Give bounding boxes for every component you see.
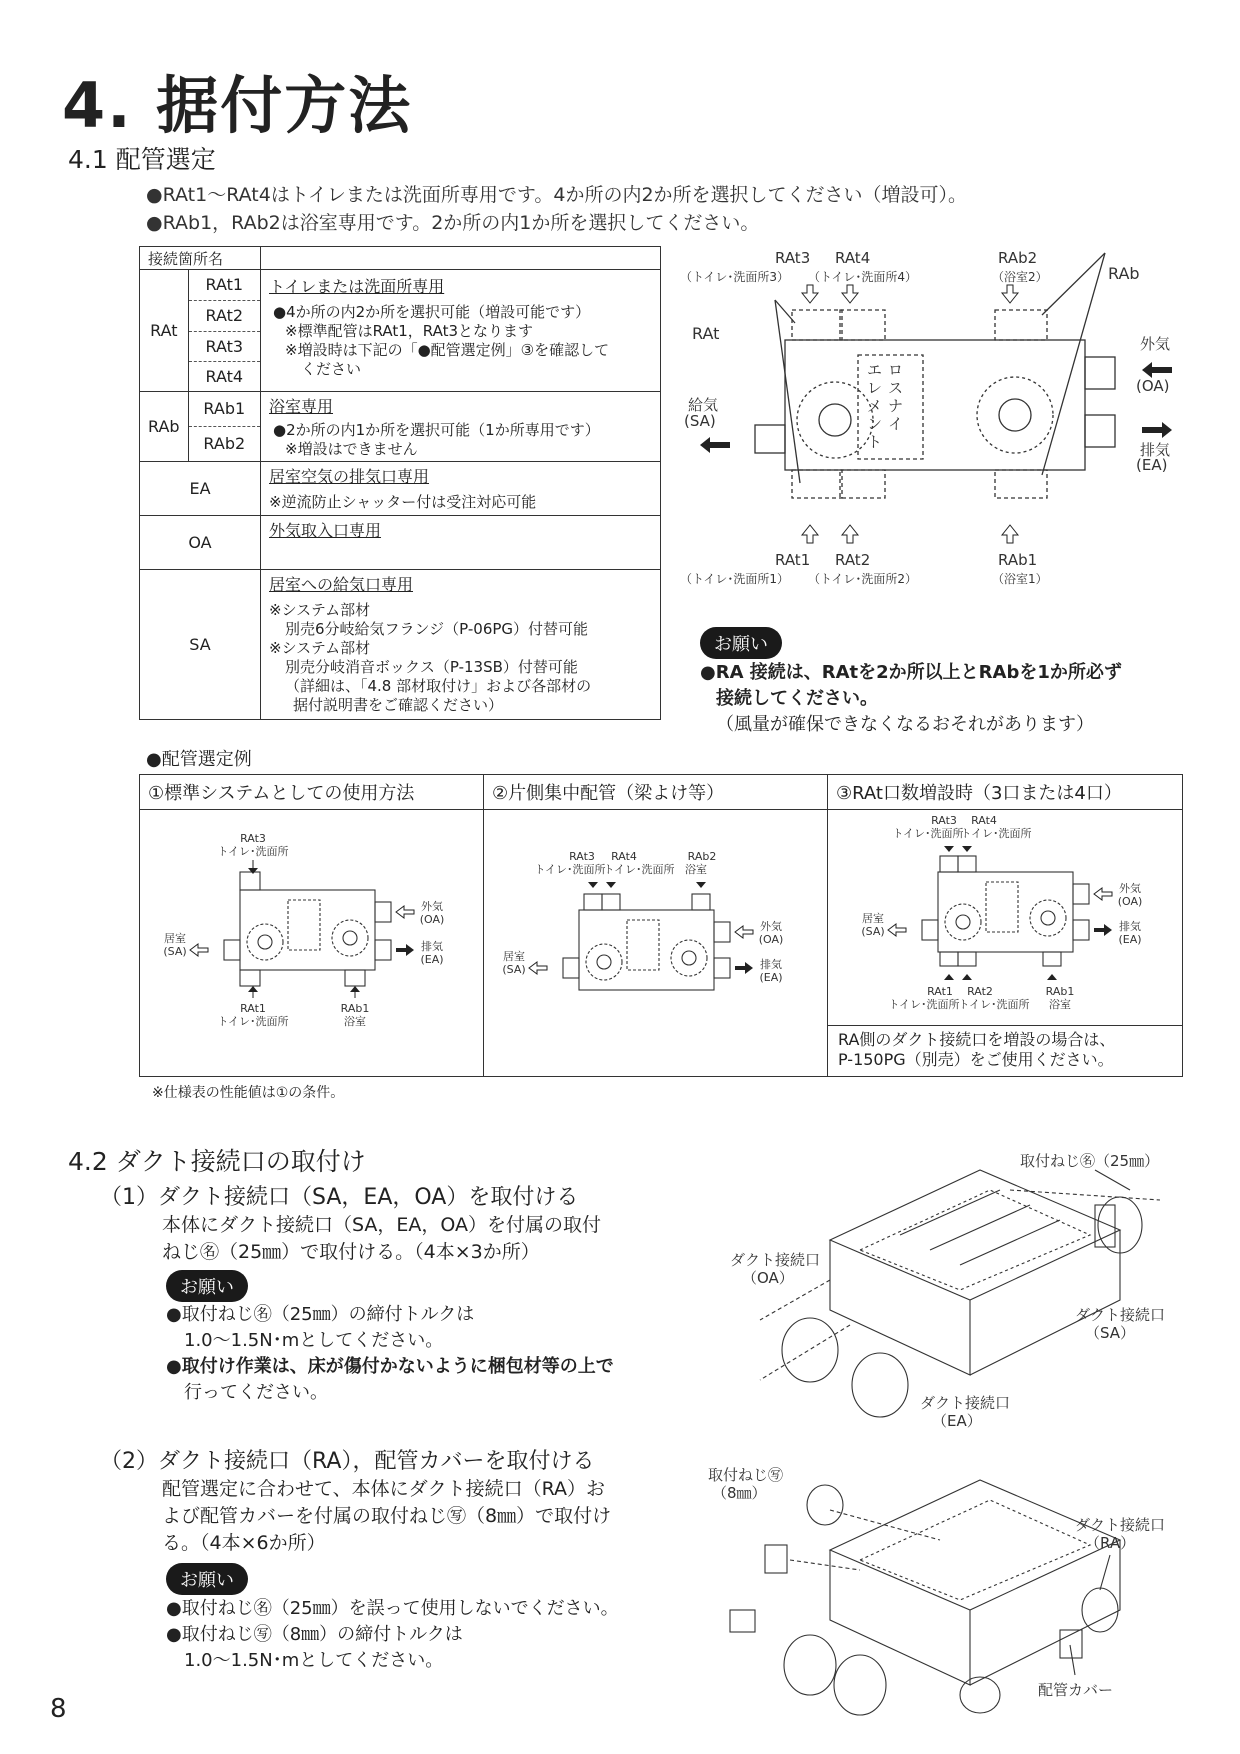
- step-2-title: （2）ダクト接続口（RA），配管カバーを取付ける: [100, 1449, 595, 1474]
- sa-title: 居室への給気口専用: [269, 575, 414, 594]
- request-badge: お願い: [700, 627, 782, 659]
- request3-line-3: 1.0～1.5N･mとしてください。: [184, 1650, 444, 1671]
- rab-desc-1: ●2か所の内1か所を選択可能（1か所専用です）: [273, 421, 600, 439]
- ex3-ea-sub: (EA): [1118, 933, 1142, 946]
- request-badge: お願い: [166, 1270, 248, 1302]
- request2-line-3: ●取付け作業は、床が傷付かないように梱包材等の上で: [166, 1356, 614, 1377]
- label-rat3: RAt3: [775, 249, 811, 267]
- rat-desc-2: ※標準配管はRAt1，RAt3となります: [285, 322, 534, 340]
- section-4-1-title: 4.1 配管選定: [68, 145, 216, 174]
- page-title: 4. 据付方法: [62, 69, 413, 142]
- example-1-diagram: [140, 810, 483, 1072]
- label-ea-sub: (EA): [1136, 456, 1168, 474]
- fig-b-ra-label: ダクト接続口: [1075, 1516, 1166, 1534]
- step-1-body-2: ねじ㊔（25㎜）で取付ける。（4本×3か所）: [162, 1241, 540, 1263]
- oa-title: 外気取入口専用: [269, 521, 382, 540]
- sa-desc-1: ※システム部材: [269, 601, 371, 619]
- fig-b-ra-sub: （RA）: [1085, 1534, 1136, 1552]
- ex1-rab1: RAb1: [340, 1002, 370, 1015]
- request1-line-1: ●RA 接続は、RAtを2か所以上とRAbを1か所必ず: [700, 662, 1122, 683]
- sa-label: SA: [140, 570, 261, 720]
- label-rab2-sub: （浴室2）: [992, 270, 1048, 284]
- rat2-port: [840, 470, 885, 498]
- page-number: 8: [50, 1694, 67, 1724]
- rat-desc-1: ●4か所の内2か所を選択可能（増設可能です）: [273, 303, 591, 321]
- ex3-rat3-sub: トイレ･洗面所: [892, 827, 964, 840]
- ex2-rat3: RAt3: [569, 850, 595, 863]
- fan-left: [797, 382, 873, 458]
- ex2-rat4-sub: トイレ･洗面所: [603, 863, 675, 876]
- ex3-rat2-sub: トイレ･洗面所: [958, 998, 1030, 1011]
- example-3-header: ③RAt口数増設時（3口または4口）: [828, 775, 1183, 810]
- element-char: ン: [867, 415, 883, 433]
- ex1-ea-sub: (EA): [420, 953, 444, 966]
- element-char: レ: [867, 379, 883, 397]
- rab2-cell: RAb2: [203, 434, 246, 453]
- ex2-sa: 居室: [503, 950, 525, 963]
- rab2-port: [995, 310, 1047, 340]
- fig-a-ea-label: ダクト接続口: [920, 1394, 1011, 1412]
- example-3-note-line-2: P-150PG（別売）をご使用ください。: [838, 1050, 1114, 1069]
- ex2-rab2: RAb2: [687, 850, 717, 863]
- ex1-sa-sub: (SA): [163, 945, 187, 958]
- ex3-rat3: RAt3: [931, 814, 957, 827]
- label-sa: 給気: [688, 396, 719, 414]
- fig-a-ea-sub: （EA）: [932, 1412, 982, 1430]
- fan-right: [977, 377, 1053, 453]
- step-1-title: （1）ダクト接続口（SA，EA，OA）を取付ける: [100, 1185, 579, 1210]
- duct-mount-figure-upper: [700, 1150, 1180, 1450]
- ea-connector: [852, 1353, 908, 1417]
- rat2-cell: RAt2: [189, 301, 260, 332]
- request3-line-2: ●取付ねじ㊢（8㎜）の締付トルクは: [166, 1624, 463, 1645]
- label-sa-sub: (SA): [684, 412, 716, 430]
- ea-duct: [1085, 415, 1115, 447]
- ex1-oa-sub: (OA): [419, 913, 445, 926]
- sa-desc-5: （詳細は、「4.8 部材取付け」および各部材の: [285, 677, 592, 695]
- element-char: ト: [867, 433, 883, 451]
- rat4-cell: RAt4: [205, 367, 244, 386]
- example-2-diagram: [484, 810, 827, 1072]
- ex2-ea-sub: (EA): [759, 971, 783, 984]
- ex1-rat1: RAt1: [240, 1002, 266, 1015]
- label-rat4: RAt4: [835, 249, 871, 267]
- sa-desc-2: 別売6分岐給気フランジ（P-06PG）付替可能: [285, 620, 589, 638]
- fig-a-sa-label: ダクト接続口: [1075, 1306, 1166, 1324]
- label-rab1: RAb1: [998, 551, 1038, 569]
- table-header: 接続箇所名: [140, 247, 261, 270]
- fig-a-screw-label: 取付ねじ㊔（25㎜）: [1020, 1152, 1160, 1170]
- fig-b-cover-label: 配管カバー: [1038, 1681, 1114, 1699]
- rat-title: トイレまたは洗面所専用: [269, 277, 445, 296]
- ex2-ea: 排気: [760, 958, 782, 971]
- ea-desc: ※逆流防止シャッター付は受注対応可能: [269, 493, 537, 511]
- sa-desc-4: 別売分岐消音ボックス（P-13SB）付替可能: [285, 658, 578, 676]
- fig-a-sa-sub: （SA）: [1085, 1324, 1136, 1342]
- examples-footnote: ※仕様表の性能値は①の条件。: [152, 1085, 345, 1101]
- rat3-cell: RAt3: [189, 332, 260, 362]
- sa-duct: [755, 425, 785, 453]
- ex2-oa: 外気: [760, 920, 782, 933]
- ex3-rab1-sub: 浴室: [1049, 998, 1071, 1011]
- label-rab: RAb: [1108, 264, 1140, 283]
- step-1-body-1: 本体にダクト接続口（SA，EA，OA）を付属の取付: [162, 1214, 602, 1236]
- pipe-cover: [730, 1610, 755, 1632]
- ex2-sa-sub: (SA): [502, 963, 526, 976]
- label-rat3-sub: （トイレ･洗面所3）: [680, 270, 790, 284]
- sa-arrow-icon: [700, 437, 730, 453]
- sa-desc-3: ※システム部材: [269, 639, 371, 657]
- rat3-port: [792, 310, 842, 340]
- sa-desc-6: 据付説明書をご確認ください）: [293, 696, 504, 714]
- example-2-header: ②片側集中配管（梁よけ等）: [484, 775, 828, 810]
- ex3-rat1: RAt1: [927, 985, 953, 998]
- examples-table: [139, 774, 1183, 1077]
- ex3-sa-sub: (SA): [861, 925, 885, 938]
- step-2-body-2: よび配管カバーを付属の取付ねじ㊢（8㎜）で取付け: [162, 1505, 612, 1527]
- label-rab1-sub: （浴室1）: [992, 572, 1048, 586]
- ra-connector: [1082, 1588, 1118, 1632]
- oa-duct: [1085, 357, 1115, 389]
- rab-title: 浴室専用: [269, 397, 334, 416]
- label-rat4-sub: （トイレ･洗面所4）: [808, 270, 918, 284]
- rab1-cell: RAb1: [189, 392, 260, 427]
- request3-line-1: ●取付ねじ㊔（25㎜）を誤って使用しないでください。: [166, 1598, 619, 1619]
- request2-line-4: 行ってください。: [184, 1382, 328, 1403]
- ex3-oa: 外気: [1119, 882, 1141, 895]
- label-rat1: RAt1: [775, 551, 811, 569]
- element-char: エ: [867, 361, 883, 379]
- oa-label: OA: [140, 516, 261, 570]
- bullet-1: ●RAt1～RAt4はトイレまたは洗面所専用です。4か所の内2か所を選択してください（増設可）。: [146, 184, 968, 206]
- rat1-cell: RAt1: [189, 270, 260, 301]
- example-3-diagram: [828, 810, 1182, 1025]
- ex1-ea: 排気: [421, 940, 443, 953]
- element-char: ロ: [888, 361, 904, 379]
- main-unit-diagram: [680, 245, 1200, 605]
- ex2-rab2-sub: 浴室: [685, 863, 707, 876]
- ex1-sa: 居室: [164, 932, 186, 945]
- ex1-rat1-sub: トイレ･洗面所: [217, 1015, 289, 1028]
- label-oa-sub: (OA): [1136, 377, 1170, 395]
- example-1-cell: [140, 810, 484, 1077]
- ex3-rat2: RAt2: [967, 985, 993, 998]
- step-2-body-1: 配管選定に合わせて、本体にダクト接続口（RA）お: [162, 1478, 606, 1500]
- ea-label: EA: [140, 462, 261, 516]
- example-3-note-line-1: RA側のダクト接続口を増設の場合は、: [838, 1030, 1116, 1049]
- ex3-sa: 居室: [862, 912, 884, 925]
- request2-line-1: ●取付ねじ㊔（25㎜）の締付トルクは: [166, 1304, 475, 1325]
- ex3-oa-sub: (OA): [1117, 895, 1143, 908]
- element-char: メ: [867, 397, 883, 415]
- element-char: ス: [888, 379, 904, 397]
- ex3-rab1: RAb1: [1045, 985, 1075, 998]
- unit-top: [830, 1170, 1120, 1300]
- rat1-port: [792, 470, 842, 498]
- ex2-oa-sub: (OA): [758, 933, 784, 946]
- duct-mount-figure-lower: [700, 1460, 1180, 1720]
- element-char: ナ: [888, 397, 904, 415]
- ex2-rat4: RAt4: [611, 850, 637, 863]
- rab1-port: [995, 470, 1047, 498]
- ex2-rat3-sub: トイレ･洗面所: [534, 863, 606, 876]
- rab-desc-2: ※増設はできません: [285, 440, 418, 458]
- ex3-rat4: RAt4: [971, 814, 997, 827]
- ea-arrow-icon: [1142, 422, 1172, 438]
- rat-label: RAt: [140, 270, 189, 392]
- request-badge: お願い: [166, 1563, 248, 1595]
- example-3-cell: [828, 810, 1183, 1077]
- oa-arrow-icon: [1142, 362, 1172, 378]
- label-ea: 排気: [1140, 441, 1171, 459]
- step-2-body-3: る。（4本×6か所）: [162, 1532, 326, 1554]
- rab-label: RAb: [140, 392, 189, 462]
- example-3-note: [828, 1025, 1182, 1074]
- label-rab2: RAb2: [998, 249, 1038, 267]
- label-rat2-sub: （トイレ･洗面所2）: [808, 572, 918, 586]
- label-rat2: RAt2: [835, 551, 871, 569]
- ex1-oa: 外気: [421, 900, 443, 913]
- request2-line-2: 1.0～1.5N･mとしてください。: [184, 1330, 444, 1351]
- example-1-header: ①標準システムとしての使用方法: [140, 775, 484, 810]
- rat-desc-4: ください: [301, 360, 362, 378]
- ex1-rat3: RAt3: [240, 832, 266, 845]
- unit-top: [830, 1480, 1120, 1610]
- ex1-rab1-sub: 浴室: [344, 1015, 366, 1028]
- fig-a-oa-label: ダクト接続口: [730, 1251, 821, 1269]
- examples-heading: ●配管選定例: [146, 749, 252, 770]
- ex1-rat3-sub: トイレ･洗面所: [217, 845, 289, 858]
- ea-title: 居室空気の排気口専用: [269, 467, 430, 486]
- label-oa: 外気: [1140, 335, 1171, 353]
- request1-line-3: （風量が確保できなくなるおそれがあります）: [716, 714, 1094, 735]
- fig-b-screw-label: 取付ねじ㊢: [708, 1466, 784, 1484]
- label-rat: RAt: [692, 324, 720, 343]
- ex3-rat1-sub: トイレ･洗面所: [888, 998, 960, 1011]
- bullet-2: ●RAb1，RAb2は浴室専用です。2か所の内1か所を選択してください。: [146, 212, 760, 234]
- request1-line-2: 接続してください。: [716, 688, 878, 709]
- fig-a-oa-sub: （OA）: [742, 1269, 794, 1287]
- oa-connector: [782, 1318, 838, 1382]
- fig-b-screw-sub: （8㎜）: [712, 1484, 767, 1502]
- element-char: イ: [888, 415, 904, 433]
- label-rat1-sub: （トイレ･洗面所1）: [680, 572, 790, 586]
- rat4-port: [840, 310, 885, 340]
- rat-desc-3: ※増設時は下記の「●配管選定例」③を確認して: [285, 341, 610, 359]
- connection-spec-table: [139, 246, 661, 720]
- section-4-2-title: 4.2 ダクト接続口の取付け: [68, 1147, 366, 1176]
- ex3-rat4-sub: トイレ･洗面所: [960, 827, 1032, 840]
- example-2-cell: [484, 810, 828, 1077]
- ex3-ea: 排気: [1119, 920, 1141, 933]
